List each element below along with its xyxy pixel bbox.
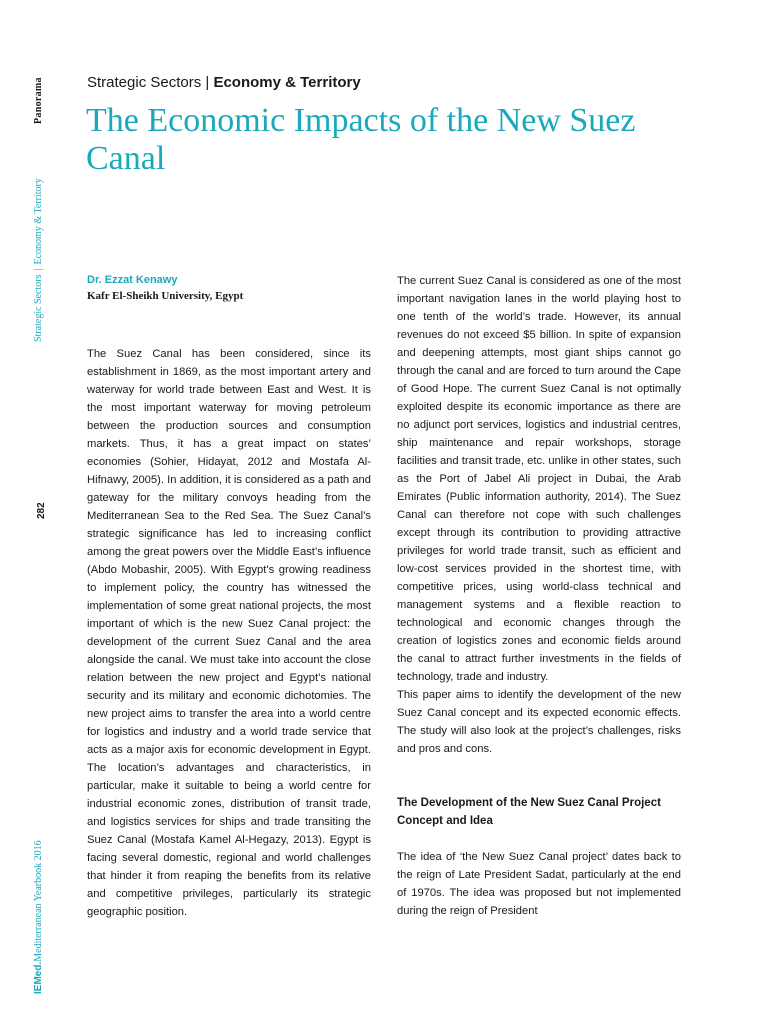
- yearbook-text: Mediterranean Yearbook 2016: [33, 840, 44, 962]
- sidebar-section-part2: Economy & Territory: [33, 178, 44, 265]
- yearbook-label: [33, 840, 44, 994]
- section-heading: The Development of the New Suez Canal Project Concept and Idea: [397, 797, 661, 827]
- section-breadcrumb: [87, 74, 361, 91]
- article-title: The Economic Impacts of the New Suez Canal: [86, 102, 636, 177]
- yearbook-brand: IEMed.: [33, 961, 44, 994]
- section-label: Strategic Sectors |: [87, 74, 210, 91]
- author-affiliation: Kafr El-Sheikh University, Egypt: [87, 290, 244, 302]
- author-name: Dr. Ezzat Kenawy: [87, 274, 178, 286]
- left-column: [87, 345, 371, 921]
- page-number: 282: [36, 502, 47, 519]
- body-paragraph: The current Suez Canal is considered as one of the most important navigation lanes in the world playing host to one tenth of the world’s trade. However, its annual revenues do not exceed $5 billion. In spite of expansion and deepening attempts, most giant ships cannot go through the canal and are forced to turn around the Cape of Good Hope. The current Suez Canal is not optimally exploited despite its economic importance as there are no adjunct port services, logistics and industrial centres, ship maintenance and repair workshops, storage facilities and transit trade, etc. unlike in other states, such as the Port of Jabel Ali project in Dubai, the Arab Emirates (Public information authority, 2014). The Suez Canal can therefore not cope with such challenges except through its contribution to providing attractive privileges for world trade transit, such as efficient and low-cost services provided in the shortest time, with competitive prices, using world-class technical and management systems and a flexible reaction to technological and economic changes through the creation of logistics zones and economic fields around the canal to attract further investments in the fields of technology, trade and industry.: [397, 275, 681, 683]
- subsection-label: Economy & Territory: [213, 74, 361, 91]
- sidebar-section-label: Strategic Sectors|Economy & Territory: [33, 178, 44, 342]
- sidebar-panorama-label: Panorama: [33, 77, 44, 124]
- body-paragraph: The idea of ‘the New Suez Canal project’ dates back to the reign of Late President Sadat, particularly at the end of 1970s. The idea was proposed but not implemented during the reign of President: [397, 851, 681, 917]
- body-paragraph: This paper aims to identify the development of the new Suez Canal concept and its expected economic effects. The study will also look at the project’s challenges, risks and pros and cons.: [397, 689, 681, 755]
- right-column: [397, 272, 681, 920]
- body-paragraph: The Suez Canal has been considered, since its establishment in 1869, as the most important artery and waterway for world trade between East and West. It is the most important waterway for moving petroleum between the production sources and consumption markets. Thus, it has a great impact on states’ economies (Sohier, Hidayat, 2012 and Mostafa Al-Hifnawy, 2005). In addition, it is considered as a path and gateway for the military convoys heading from the Mediterranean Sea to the Red Sea. The Suez Canal’s strategic significance has led to increasing conflict among the great powers over the Middle East’s influence (Abdo Mobashir, 2005). With Egypt’s growing readiness to implement policy, the country has witnessed the implementation of some great national projects, the most important of which is the new Suez Canal project: the development of the current Suez Canal and the area alongside the canal. We must take into account the close relation between the new project and Egypt’s national security and its military and economic dichotomies. The new project aims to transfer the area into a world centre for logistics and industry and a world trade service that acts as a major axis for economic development in Egypt. The location’s advantages and characteristics, in particular, make it suitable to being a world centre for industrial economic zones, distribution of transit trade, and logistics services for ships and trade transiting the Suez Canal (Mostafa Kamel Al-Hegazy, 2013). Egypt is facing several domestic, regional and world challenges that hinder it from reaping the benefits from its relative and competitive privileges, particularly its strategic geographic position.: [87, 348, 371, 918]
- sidebar-section-part1: Strategic Sectors: [33, 274, 44, 342]
